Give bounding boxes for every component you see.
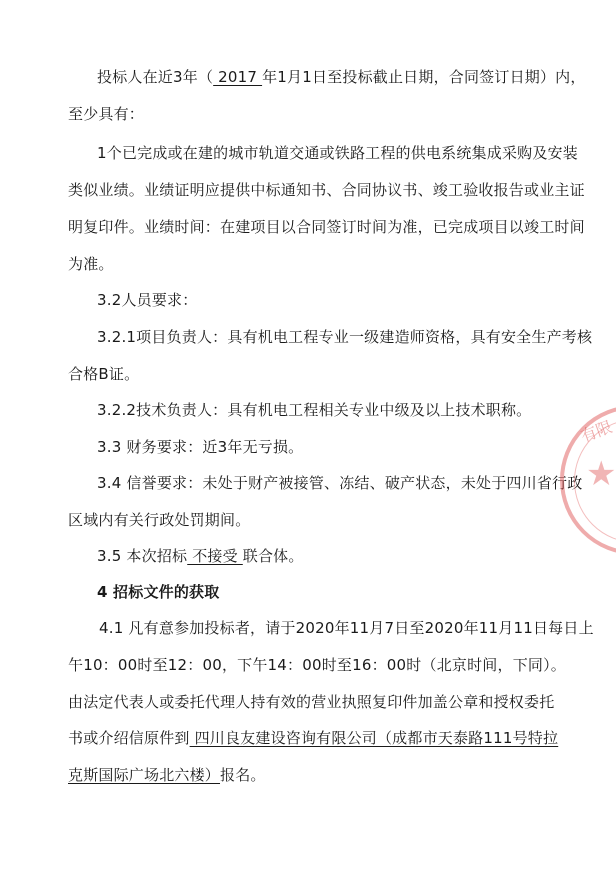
paragraph-line: 3.3 财务要求：近3年无亏损。 xyxy=(97,438,304,456)
paragraph-line: 1个已完成或在建的城市轨道交通或铁路工程的供电系统集成采购及安装 xyxy=(97,144,578,162)
text-span: 联合体。 xyxy=(242,547,304,565)
paragraph-line xyxy=(68,765,266,785)
paragraph-line: 4.1 凡有意参加投标者，请于2020年11月7日至2020年11月11日每日上 xyxy=(99,619,594,637)
paragraph-line: 为准。 xyxy=(68,255,114,273)
text-span: 书或介绍信原件到 xyxy=(68,729,190,747)
paragraph-line: 类似业绩。业绩证明应提供中标通知书、合同协议书、竣工验收报告或业主证 xyxy=(68,181,585,199)
paragraph-line: 3.2.1项目负责人：具有机电工程专业一级建造师资格，具有安全生产考核 xyxy=(97,328,593,346)
text-span: 年1月1日至投标截止日期，合同签订日期）内， xyxy=(262,68,586,86)
paragraph-line: 3.2.2技术负责人：具有机电工程相关专业中级及以上技术职称。 xyxy=(97,401,532,419)
text-span: 报名。 xyxy=(220,766,266,784)
underlined-year: 2017 xyxy=(213,68,263,86)
underlined-text: 四川良友建设咨询有限公司（成都市天泰路111号特拉 xyxy=(189,729,559,747)
paragraph-line xyxy=(97,67,586,87)
paragraph-line xyxy=(97,546,304,566)
section-title-4: 4 招标文件的获取 xyxy=(97,583,220,601)
seal-star-icon: ★ xyxy=(586,454,616,494)
paragraph-line: 午10：00时至12：00，下午14：00时至16：00时（北京时间，下同）。 xyxy=(68,656,566,674)
paragraph-line: 明复印件。业绩时间：在建项目以合同签订时间为准，已完成项目以竣工时间 xyxy=(68,218,585,236)
paragraph-line: 至少具有： xyxy=(68,105,145,123)
text-span: 投标人在近3年（ xyxy=(97,68,214,86)
paragraph-line: 3.4 信誉要求：未处于财产被接管、冻结、破产状态，未处于四川省行政 xyxy=(97,474,583,492)
seal-text: 有限 xyxy=(578,417,615,446)
company-seal-stamp xyxy=(560,405,616,555)
paragraph-line xyxy=(68,728,558,748)
underlined-text: 不接受 xyxy=(187,547,243,565)
text-span: 3.5 本次招标 xyxy=(97,547,188,565)
underlined-text: 克斯国际广场北六楼） xyxy=(68,766,221,784)
paragraph-line: 区域内有关行政处罚期间。 xyxy=(68,511,251,529)
paragraph-line: 合格B证。 xyxy=(68,365,140,383)
section-heading-3-2: 3.2人员要求： xyxy=(97,291,198,309)
paragraph-line: 由法定代表人或委托代理人持有效的营业执照复印件加盖公章和授权委托 xyxy=(68,693,555,711)
